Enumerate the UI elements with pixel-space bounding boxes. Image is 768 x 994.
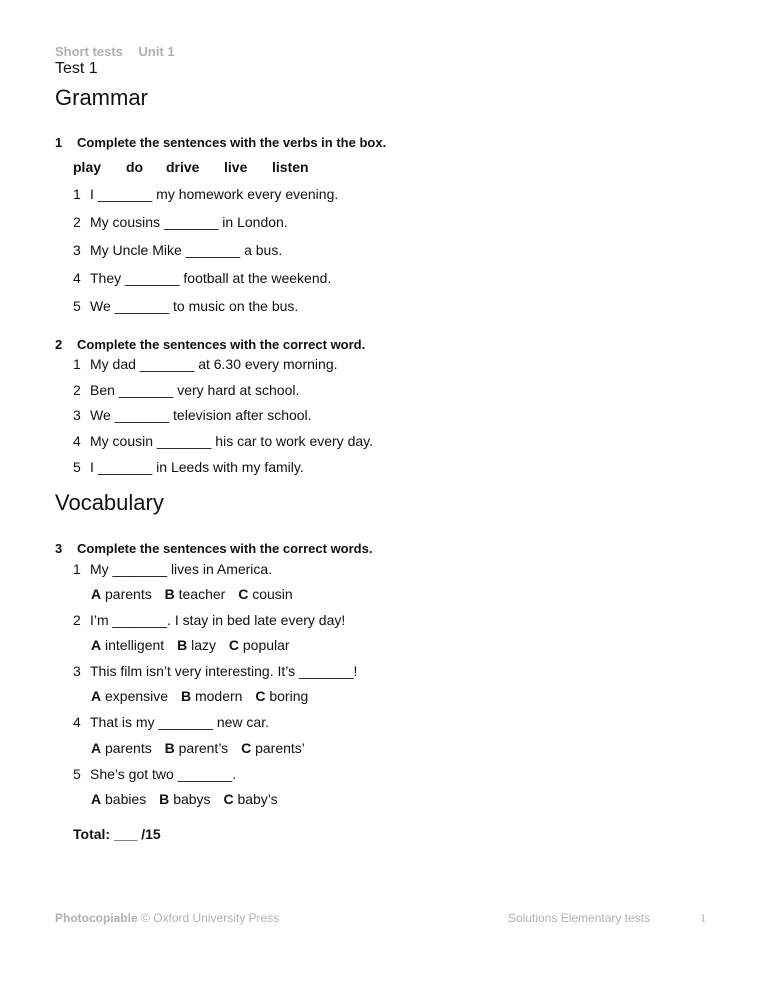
option-b: B lazy xyxy=(177,637,216,653)
exercise-2-item-1 xyxy=(73,356,338,372)
item-text: My dad _______ at 6.30 every morning. xyxy=(90,356,338,372)
photocopiable-label: Photocopiable xyxy=(55,911,138,925)
option-c: C cousin xyxy=(238,586,293,602)
option-b: B teacher xyxy=(164,586,226,602)
word-box-item: play xyxy=(73,159,102,175)
option-c: C popular xyxy=(228,637,290,653)
item-number: 1 xyxy=(73,356,81,372)
total-blank: ___ xyxy=(113,826,138,842)
exercise-2-item-4 xyxy=(73,433,373,449)
item-number: 1 xyxy=(73,186,81,202)
copyright-text: © Oxford University Press xyxy=(141,911,280,925)
item-text: My cousin _______ his car to work every day. xyxy=(90,433,373,449)
option-b: B modern xyxy=(180,688,243,704)
exercise-3-item-5-options xyxy=(91,791,287,807)
exercise-1-item-3 xyxy=(73,242,282,258)
unit-label: Unit 1 xyxy=(138,44,175,59)
item-text: I’m _______. I stay in bed late every day! xyxy=(90,612,346,628)
test-title: Test 1 xyxy=(55,60,98,77)
total-max: /15 xyxy=(141,826,161,842)
word-box-item: do xyxy=(126,159,144,175)
option-c: C baby’s xyxy=(223,791,278,807)
item-text: My Uncle Mike _______ a bus. xyxy=(90,242,283,258)
exercise-1-item-5 xyxy=(73,298,298,314)
exercise-2-item-5 xyxy=(73,459,304,475)
item-number: 5 xyxy=(73,459,81,475)
footer-book-title: Solutions Elementary tests xyxy=(508,911,651,925)
exercise-2-item-3 xyxy=(73,407,312,423)
item-number: 5 xyxy=(73,298,81,314)
item-text: I _______ in Leeds with my family. xyxy=(90,459,304,475)
exercise-3-item-3 xyxy=(73,663,357,679)
exercise-3-item-3-options xyxy=(91,688,317,704)
item-text: We _______ to music on the bus. xyxy=(90,298,299,314)
exercise-3-item-5 xyxy=(73,766,236,782)
exercise-3-item-1-options xyxy=(91,586,302,602)
exercise-3-item-2-options xyxy=(91,637,299,653)
item-number: 1 xyxy=(73,561,81,577)
item-text: They _______ football at the weekend. xyxy=(90,270,332,286)
option-c: C parents’ xyxy=(241,740,305,756)
item-number: 4 xyxy=(73,714,81,730)
item-number: 5 xyxy=(73,766,81,782)
option-a: A parents xyxy=(91,586,152,602)
item-number: 2 xyxy=(73,612,81,628)
option-a: A expensive xyxy=(91,688,169,704)
option-a: A babies xyxy=(91,791,147,807)
item-text: I _______ my homework every evening. xyxy=(90,186,339,202)
vocabulary-heading: Vocabulary xyxy=(55,490,164,515)
option-b: B parent’s xyxy=(164,740,229,756)
exercise-1-item-4 xyxy=(73,270,331,286)
item-text: We _______ television after school. xyxy=(90,407,312,423)
item-number: 2 xyxy=(73,214,81,230)
option-b: B babys xyxy=(159,791,211,807)
item-text: My _______ lives in America. xyxy=(90,561,273,577)
item-number: 3 xyxy=(73,663,81,679)
total-label: Total: xyxy=(73,826,111,842)
item-number: 2 xyxy=(73,382,81,398)
instruction-text: Complete the sentences with the correct words. xyxy=(77,541,373,556)
running-header xyxy=(55,44,175,59)
option-a: A intelligent xyxy=(91,637,165,653)
exercise-number: 2 xyxy=(55,337,63,352)
option-c: C boring xyxy=(255,688,309,704)
item-text: Ben _______ very hard at school. xyxy=(90,382,300,398)
exercise-3-item-4-options xyxy=(91,740,314,756)
exercise-1-item-2 xyxy=(73,214,288,230)
exercise-2-instruction xyxy=(55,337,365,352)
instruction-text: Complete the sentences with the correct word. xyxy=(77,337,366,352)
option-a: A parents xyxy=(91,740,152,756)
word-box-item: listen xyxy=(272,159,309,175)
item-text: That is my _______ new car. xyxy=(90,714,269,730)
exercise-1-instruction xyxy=(55,135,386,150)
word-box-item: drive xyxy=(166,159,200,175)
page-number: 1 xyxy=(700,911,706,925)
exercise-3-item-4 xyxy=(73,714,269,730)
series-label: Short tests xyxy=(55,44,123,59)
word-box-item: live xyxy=(224,159,248,175)
exercise-number: 1 xyxy=(55,135,63,150)
item-number: 4 xyxy=(73,270,81,286)
exercise-3-instruction xyxy=(55,541,372,556)
item-text: My cousins _______ in London. xyxy=(90,214,288,230)
item-number: 4 xyxy=(73,433,81,449)
item-text: This film isn’t very interesting. It’s _______! xyxy=(90,663,358,679)
footer-copyright xyxy=(55,911,279,925)
exercise-number: 3 xyxy=(55,541,63,556)
exercise-3-item-2 xyxy=(73,612,345,628)
total-score xyxy=(73,826,161,842)
grammar-heading: Grammar xyxy=(55,85,148,110)
exercise-3-item-1 xyxy=(73,561,272,577)
exercise-2-item-2 xyxy=(73,382,299,398)
item-number: 3 xyxy=(73,242,81,258)
exercise-1-item-1 xyxy=(73,186,338,202)
item-text: She’s got two _______. xyxy=(90,766,237,782)
item-number: 3 xyxy=(73,407,81,423)
instruction-text: Complete the sentences with the verbs in the box. xyxy=(77,135,387,150)
